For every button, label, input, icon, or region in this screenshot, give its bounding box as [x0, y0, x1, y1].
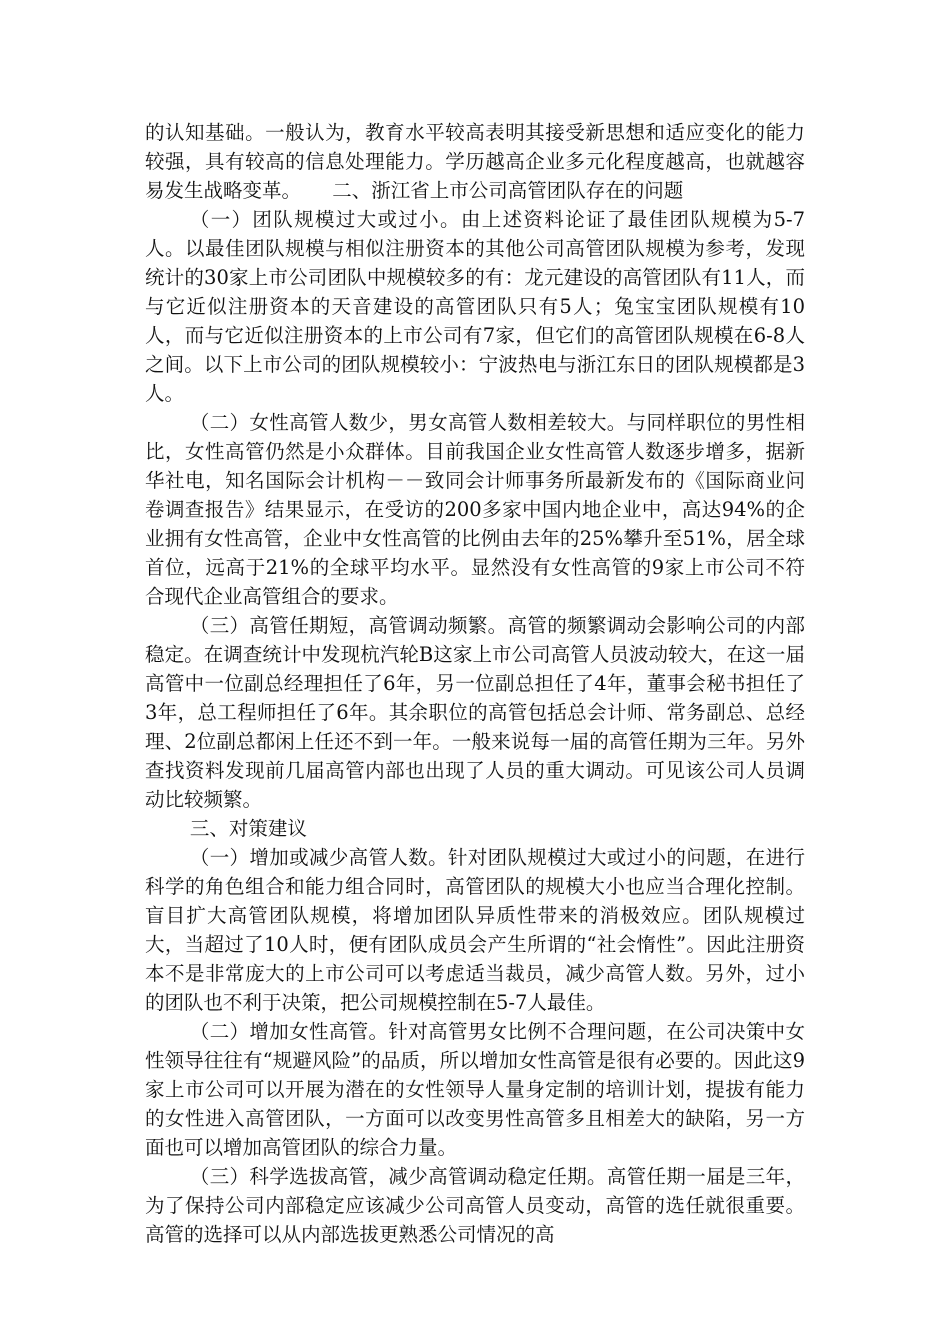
section3-heading: 三、对策建议 [189, 817, 307, 840]
section2-paragraph-1: （一）团队规模过大或过小。由上述资料论证了最佳团队规模为5-7人。以最佳团队规模与相似注册资本的其他公司高管团队规模为参考，发现统计的30家上市公司团队中规模较多的有：龙元建设的高管团队有11人，而与它近似注册资本的天音建设的高管团队只有5人；兔宝宝团队规模有10人，而与它近似注册资本的上市公司有7家，但它们的高管团队规模在6-8人之间。以下上市公司的团队规模较小：宁波热电与浙江东日的团队规模都是3人。 [145, 208, 805, 405]
section2-paragraph-2: （二）女性高管人数少，男女高管人数相差较大。与同样职位的男性相比，女性高管仍然是小众群体。目前我国企业女性高管人数逐步增多，据新华社电，知名国际会计机构－－致同会计师事务所最新发布的《国际商业问卷调查报告》结果显示，在受访的200多家中国内地企业中，高达94%的企业拥有女性高管，企业中女性高管的比例由去年的25%攀升至51%，居全球首位，远高于21%的全球平均水平。显然没有女性高管的9家上市公司不符合现代企业高管组合的要求。 [145, 411, 805, 608]
intro-text: 的认知基础。一般认为，教育水平较高表明其接受新思想和适应变化的能力较强，具有较高的信息处理能力。学历越高企业多元化程度越高，也就越容易发生战略变革。 [145, 121, 805, 202]
section2-heading: 二、浙江省上市公司高管团队存在的问题 [332, 179, 684, 202]
section3-paragraph-3: （三）科学选拔高管，减少高管调动稳定任期。高管任期一届是三年，为了保持公司内部稳定应该减少公司高管人员变动，高管的选任就很重要。高管的选择可以从内部选拔更熟悉公司情况的高 [145, 1165, 805, 1246]
section2-paragraph-3: （三）高管任期短，高管调动频繁。高管的频繁调动会影响公司的内部稳定。在调查统计中发现杭汽轮B这家上市公司高管人员波动较大，在这一届高管中一位副总经理担任了6年，另一位副总担任了4年，董事会秘书担任了3年，总工程师担任了6年。其余职位的高管包括总会计师、常务副总、总经理、2位副总都闲上任还不到一年。一般来说每一届的高管任期为三年。另外查找资料发现前几届高管内部也出现了人员的重大调动。可见该公司人员调动比较频繁。 [145, 614, 805, 811]
document-page [145, 118, 805, 1249]
section3-paragraph-2: （二）增加女性高管。针对高管男女比例不合理问题，在公司决策中女性领导往往有“规避风险”的品质，所以增加女性高管是很有必要的。因此这9家上市公司可以开展为潜在的女性领导人量身定制的培训计划，提拔有能力的女性进入高管团队，一方面可以改变男性高管多且相差大的缺陷，另一方面也可以增加高管团队的综合力量。 [145, 1020, 805, 1159]
section3-paragraph-1: （一）增加或减少高管人数。针对团队规模过大或过小的问题，在进行科学的角色组合和能力组合同时，高管团队的规模大小也应当合理化控制。盲目扩大高管团队规模，将增加团队异质性带来的消极效应。团队规模过大，当超过了10人时，便有团队成员会产生所谓的“社会惰性”。因此注册资本不是非常庞大的上市公司可以考虑适当裁员，减少高管人数。另外，过小的团队也不利于决策，把公司规模控制在5-7人最佳。 [145, 846, 805, 1014]
intro-paragraph [145, 118, 805, 205]
